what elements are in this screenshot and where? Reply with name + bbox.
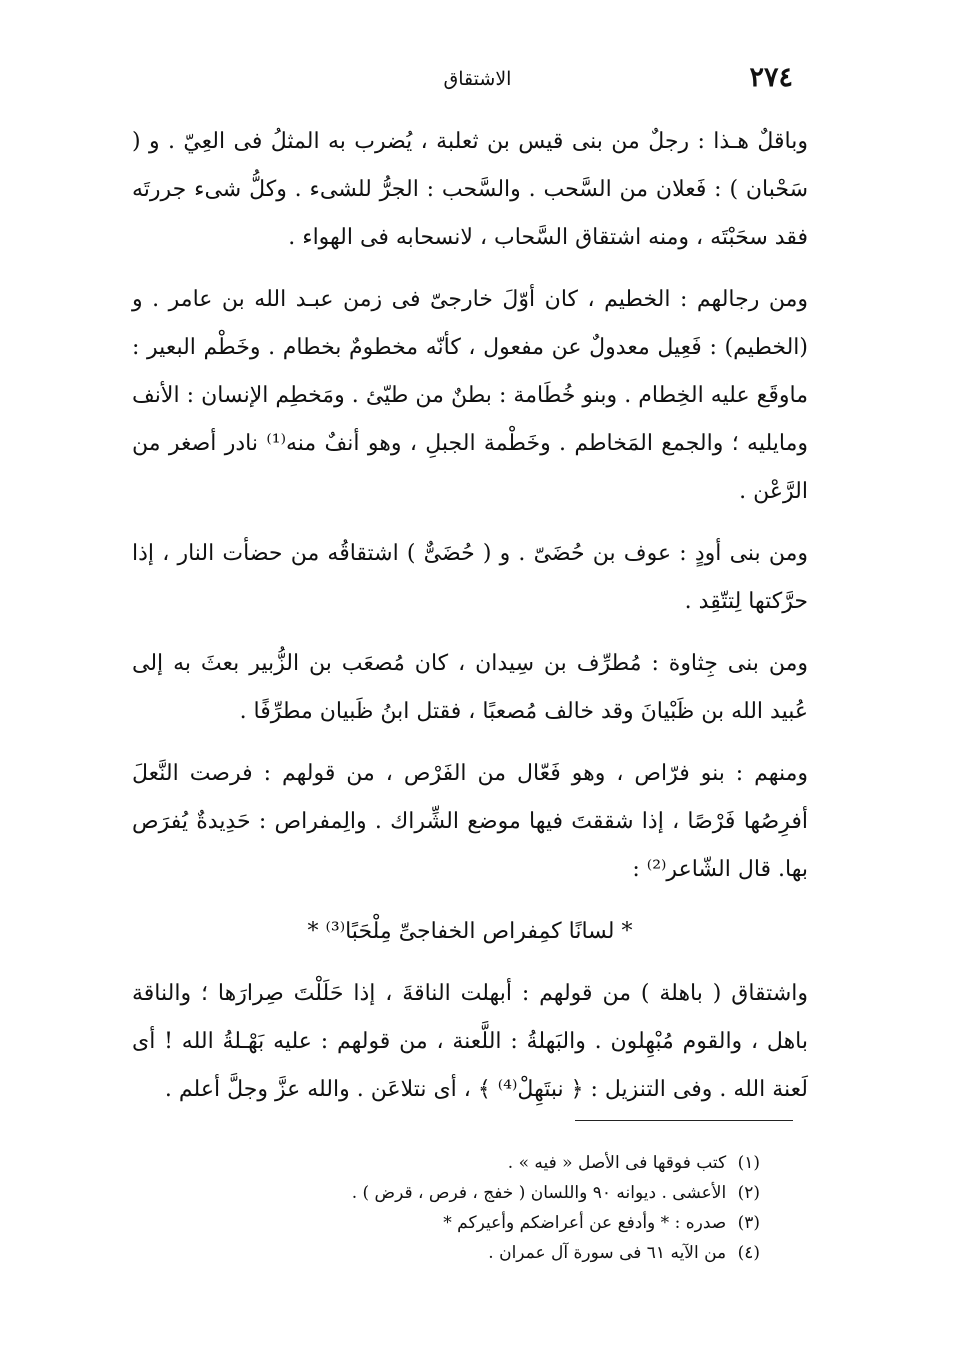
footnote-text: الأعشى . ديوانه ٩٠ واللسان ( خفج ، فرص ، قرض ) . (351, 1183, 727, 1203)
paragraph-bahila: واشتقاق ( باهلة ) من قولهم : أبهلت الناقةَ ، إذا حَلَلْتَ صِرارَها ؛ والناقة باهل ، والقوم مُبْهِلون . والبَهلةُ : اللَّعنة ، من قولهم : عليه بَهْـلةُ الله ! أى لَعنة الله . وفى التنزيل : ﴿ نبتَهِلْ⁽⁴⁾ ﴾ ، أى نتلاعَن . والله عزَّ وجلَّ أعلم . (132, 981, 808, 1102)
verse-line: * لسانًا كمِفراص الخفاجىِّ مِلْحَبًا⁽³⁾ * (307, 919, 633, 944)
footnote-item (300, 1148, 760, 1178)
footnote-number: (١) (737, 1153, 760, 1173)
page-number: ٢٧٤ (749, 62, 793, 93)
paragraph-jithawa: ومن بنى جِثاوة : مُطرِّف بن سِيدان ، كان مُصعَب بن الزُّبير بعثَ به إلى عُبيد الله بن ظَبْيانَ وقد خالف مُصعبًا ، فقتل ابنُ ظَبيان مطرِّفًا . (132, 651, 808, 724)
footnote-text: من الآيه ٦١ فى سورة آل عمران . (488, 1243, 727, 1263)
running-title: الاشتقاق (443, 68, 512, 90)
footnote-item (300, 1208, 760, 1238)
footnote-text: صدره : * وأدفع عن أعراضكم وأعيركم * (443, 1213, 727, 1233)
footnote-separator (575, 1120, 793, 1121)
paragraph-khatim: ومن رجالهم : الخطيم ، كان أوّلَ خارجىّ فى زمن عبـد الله بن عامر . و (الخطيم) : فَعِيل معدولٌ عن مفعول ، كأنّه مخطومٌ بخطام . وخَطْم البعير : ماوقَع عليه الخِطام . وبنو خُطَامة : بطنٌ من طيّئ . ومَخطِم الإنسان : الأنف ومايليه ؛ والجمع المَخاطم . وخَطْمة الجبلِ ، وهو أنفٌ منه⁽¹⁾ نادر أصغر من الرَّعْن . (132, 287, 808, 504)
footnote-number: (٤) (737, 1243, 760, 1263)
paragraph-awd: ومن بنى أودٍ : عوف بن حُضَىّ . و ( حُضَىٌّ ) اشتقاقُه من حضأت النار ، إذا حرَّكتها لِتتّقِد . (132, 541, 808, 614)
page-header (0, 62, 955, 102)
footnotes (300, 1148, 760, 1268)
footnote-number: (٣) (737, 1213, 760, 1233)
footnote-item (300, 1178, 760, 1208)
footnote-item (300, 1238, 760, 1268)
footnote-number: (٢) (737, 1183, 760, 1203)
paragraph-baqil: وباقلٌ هـذا : رجلٌ من بنى قيس بن ثعلبة ، يُضرب به المثلُ فى العِيّ . و ( سَحْبان ) : فَعلان من السَّحب . والسَّحب : الجرُّ للشىء . وكلُّ شىء جررتَه فقد سحَبْتَه ، ومنه اشتقاق السَّحاب ، لانسحابه فى الهواء . (132, 129, 808, 250)
paragraph-farras: ومنهم : بنو فرّاص ، وهو فَعّال من الفَرْص ، من قولهم : فرصت النَّعلَ أفرِصُها فَرْصًا ، إذا شققتَ فيها موضع الشِّراك . والِمفراص : حَدِيدةٌ يُفرَص بها. قال الشّاعر⁽²⁾ : (132, 761, 808, 882)
footnote-text: كتب فوقها فى الأصل « فيه » . (507, 1153, 727, 1173)
main-text (132, 118, 808, 1128)
